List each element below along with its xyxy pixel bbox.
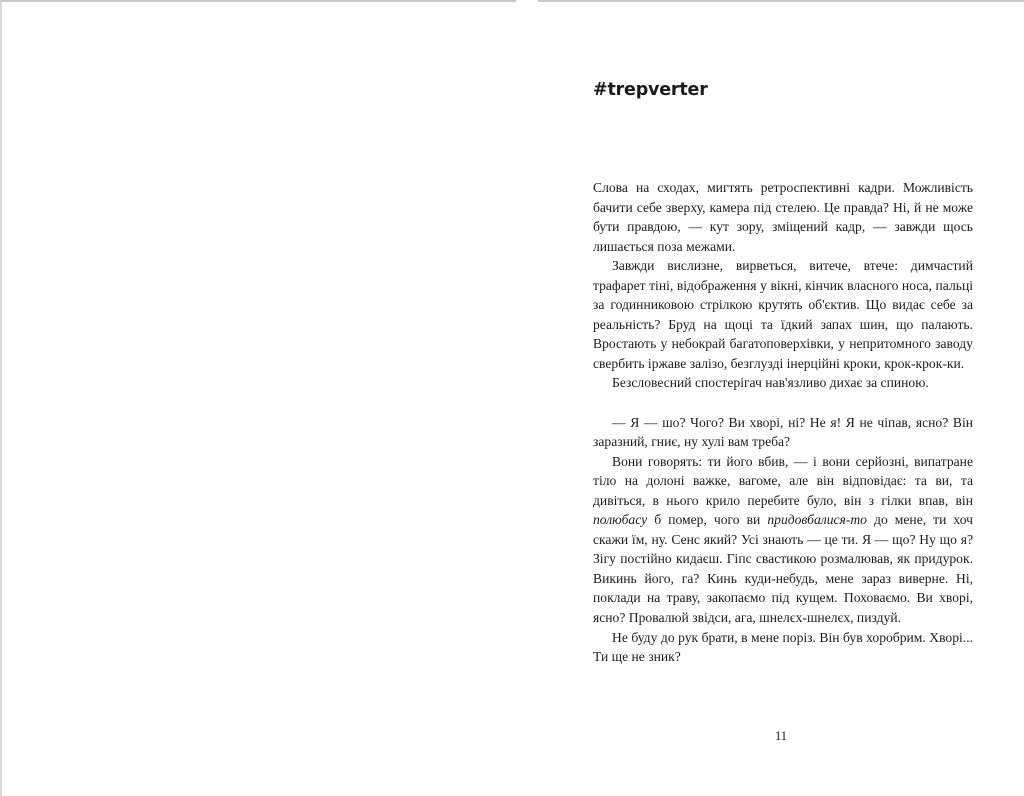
- chapter-title: #trepverter: [593, 80, 708, 100]
- paragraph: Завжди вислизне, вирветься, витече, втече: димчастий трафарет тіні, відображення у вікні, кінчик власного носа, пальці за годинниковою стрілкою крутять об'єктив. Що видає себе за реальність? Бруд на щоці та їдкий запах шин, що палають. Вростають у небокрай багатоповерхівки, у непритомного заводу свербить іржаве залізо, безглузді інерційні кроки, крок-крок-ки.: [593, 258, 973, 371]
- page-recto: [538, 0, 1024, 796]
- page-number: 11: [774, 729, 788, 743]
- paragraph: Безсловесний спостерігач нав'язливо дихає за спиною.: [612, 375, 929, 391]
- emphasis-text: полюбасу: [593, 512, 648, 528]
- body-text: [593, 178, 973, 667]
- paragraph: — Я — шо? Чого? Ви хворі, ні? Не я! Я не чіпав, ясно? Він заразний, гниє, ну хулі вам треба?: [593, 414, 973, 450]
- paragraph: Вони говорять: ти його вбив, — і вони серйозні, випатране тіло на долоні важке, вагоме, але він відповідає: та ви, та дивіться, в нього крило перебите було, він з гілки впав, він полюбасу б помер, чого ви придовбалися-то до мене, ти хоч скажи їм, ну. Сенс який? Усі знають — це ти. Я — що? Ну що я? Зігу постійно кидаєш. Гіпс свастикою розмалював, як придурок. Викинь його, га? Кинь куди-небудь, мене зараз виверне. Ні, поклади на траву, закопаємо під кущем. Поховаємо. Ви хворі, ясно? Провалюй звідси, ага, шнелєх-шнелєх, пиздуй.: [593, 453, 973, 626]
- emphasis-text: придовбалися-то: [767, 512, 867, 528]
- paragraph: Слова на сходах, мигтять ретроспективні кадри. Можливість бачити себе зверху, камера під стелею. Це правда? Ні, й не може бути правдою, — кут зору, зміщений кадр, — завжди щось лишається поза межами.: [593, 180, 973, 254]
- paragraph: Не буду до рук брати, в мене поріз. Він був хоробрим. Хворі... Ти ще не зник?: [593, 629, 973, 665]
